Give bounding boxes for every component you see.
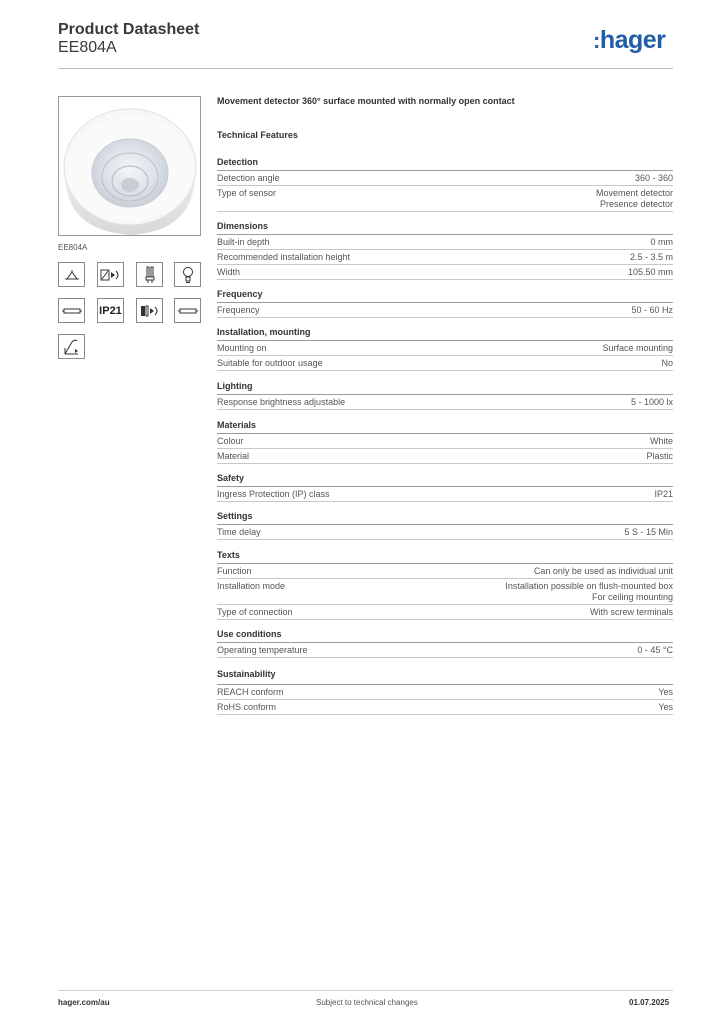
product-image — [58, 96, 201, 236]
section-title: Settings — [217, 510, 673, 525]
section-title: Materials — [217, 419, 673, 434]
ip21-label: IP21 — [99, 304, 122, 317]
detection-zone-icon — [58, 334, 85, 359]
section-title: Frequency — [217, 288, 673, 303]
brand-logo-text: hager — [599, 26, 666, 54]
table-row — [217, 235, 673, 250]
row-value: Can only be used as individual unit — [533, 566, 673, 576]
section-title: Texts — [217, 549, 673, 564]
section-sustainability — [217, 668, 673, 715]
row-value: Movement detector — [595, 188, 673, 198]
row-value: 2.5 - 3.5 m — [629, 252, 673, 262]
table-row — [217, 700, 673, 715]
motion-sensor-icon — [97, 262, 124, 287]
table-row — [217, 265, 673, 280]
product-code: EE804A — [58, 39, 117, 56]
row-value: With screw terminals — [589, 607, 673, 617]
row-value: 0 mm — [650, 237, 673, 247]
section-title: Detection — [217, 156, 673, 171]
row-label: Ingress Protection (IP) class — [217, 489, 330, 499]
table-row — [217, 395, 673, 410]
section-materials — [217, 419, 673, 464]
row-value-secondary: For ceiling mounting — [591, 592, 673, 602]
row-label: Function — [217, 566, 252, 576]
section-safety — [217, 472, 673, 502]
section-settings — [217, 510, 673, 540]
table-row — [217, 303, 673, 318]
row-label: Installation mode — [217, 581, 286, 591]
row-label: Colour — [217, 436, 244, 446]
row-label: Type of connection — [217, 607, 293, 617]
row-label: Detection angle — [217, 173, 280, 183]
table-row — [217, 434, 673, 449]
motion-detector-illustration — [59, 97, 200, 235]
row-value: Yes — [658, 687, 673, 697]
image-caption: EE804A — [58, 243, 88, 252]
table-row — [217, 487, 673, 502]
table-row — [217, 449, 673, 464]
footer-date: 01.07.2025 — [629, 998, 670, 1007]
row-value: 0 - 45 °C — [637, 645, 673, 655]
section-detection — [217, 156, 673, 212]
row-value: 50 - 60 Hz — [631, 305, 673, 315]
row-label: Time delay — [217, 527, 261, 537]
table-row — [217, 579, 673, 605]
page-title: Product Datasheet — [58, 21, 200, 38]
row-label: Operating temperature — [217, 645, 308, 655]
section-title: Safety — [217, 472, 673, 487]
footer-notice: Subject to technical changes — [316, 998, 418, 1007]
row-value: Plastic — [646, 451, 673, 461]
section-title: Sustainability — [217, 668, 673, 685]
section-lighting — [217, 380, 673, 410]
row-value: No — [661, 358, 673, 368]
table-row — [217, 605, 673, 620]
row-label: Built-in depth — [217, 237, 270, 247]
row-label: Width — [217, 267, 241, 277]
table-row — [217, 685, 673, 700]
row-label: Type of sensor — [217, 188, 277, 198]
row-value: 105.50 mm — [627, 267, 673, 277]
footer-divider — [58, 990, 673, 991]
row-label: RoHS conform — [217, 702, 277, 712]
tube-lamp-icon — [58, 298, 85, 323]
table-row — [217, 356, 673, 371]
table-row — [217, 341, 673, 356]
table-row — [217, 564, 673, 579]
row-label: Response brightness adjustable — [217, 397, 346, 407]
section-installation — [217, 326, 673, 371]
row-value: 360 - 360 — [634, 173, 673, 183]
row-value: Surface mounting — [602, 343, 673, 353]
table-row — [217, 525, 673, 540]
ip21-badge — [97, 298, 124, 323]
row-value: 5 S - 15 Min — [624, 527, 673, 537]
table-row — [217, 643, 673, 658]
fluorescent-lamp-icon — [136, 262, 163, 287]
brand-logo[interactable] — [593, 26, 665, 55]
table-row — [217, 171, 673, 186]
linear-lamp-icon — [174, 298, 201, 323]
led-lamp-icon — [136, 298, 163, 323]
ceiling-mount-icon — [58, 262, 85, 287]
row-value: IP21 — [654, 489, 673, 499]
row-label: Frequency — [217, 305, 260, 315]
brand-logo-colon: : — [593, 28, 600, 53]
row-label: Mounting on — [217, 343, 267, 353]
technical-features-heading: Technical Features — [217, 130, 298, 140]
section-title: Dimensions — [217, 220, 673, 235]
section-title: Installation, mounting — [217, 326, 673, 341]
row-value: Installation possible on flush-mounted box — [505, 581, 673, 591]
row-label: Recommended installation height — [217, 252, 351, 262]
section-title: Lighting — [217, 380, 673, 395]
row-value: White — [649, 436, 673, 446]
table-row — [217, 250, 673, 265]
section-texts — [217, 549, 673, 620]
header-divider — [58, 68, 673, 69]
section-use-conditions — [217, 628, 673, 658]
table-row — [217, 186, 673, 212]
row-label: REACH conform — [217, 687, 284, 697]
product-headline: Movement detector 360° surface mounted with normally open contact — [217, 96, 515, 106]
row-value-secondary: Presence detector — [599, 199, 673, 209]
row-label: Suitable for outdoor usage — [217, 358, 323, 368]
section-dimensions — [217, 220, 673, 280]
section-title: Use conditions — [217, 628, 673, 643]
row-label: Material — [217, 451, 250, 461]
row-value: Yes — [658, 702, 673, 712]
incandescent-bulb-icon — [174, 262, 201, 287]
row-value: 5 - 1000 lx — [630, 397, 673, 407]
footer-website-link[interactable]: hager.com/au — [58, 998, 110, 1007]
section-frequency — [217, 288, 673, 318]
